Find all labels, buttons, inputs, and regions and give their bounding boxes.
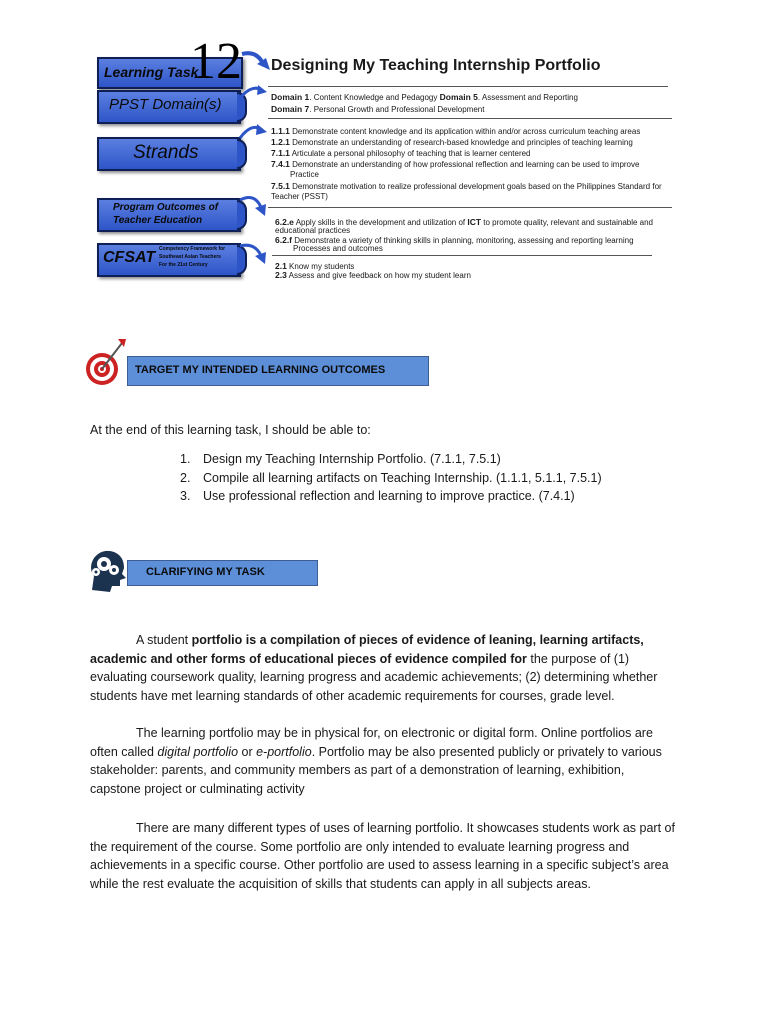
- arrow-icon: [238, 120, 268, 142]
- domain-5-text: . Assessment and Reporting: [477, 93, 578, 102]
- target-heading-bar: [127, 356, 429, 386]
- strands-label: Strands: [133, 142, 199, 163]
- target-icon: [84, 337, 128, 387]
- domain-7-text: . Personal Growth and Professional Development: [309, 105, 485, 114]
- strand-item: Practice: [290, 170, 319, 179]
- paragraph-1: A student portfolio is a compilation of pieces of evidence of leaning, learning artifacts, academic and other forms of educational pieces of evidence compiled for the purpose of (1) evaluating coursework quality, learning progress and academic achievements; (2) determining whether students have met learning standards of other academic requirements for courses, grade level.: [90, 633, 658, 703]
- learning-task-label: Learning Task: [104, 64, 199, 80]
- cfsat-desc-1: Competency Framework for: [159, 246, 226, 252]
- target-heading: TARGET MY INTENDED LEARNING OUTCOMES: [135, 364, 386, 376]
- list-item: 1. Design my Teaching Internship Portfolio. (7.1.1, 7.5.1): [180, 452, 501, 466]
- strands-box: [97, 137, 241, 171]
- cfsat-item: 2.3 Assess and give feedback on how my student learn: [275, 270, 471, 280]
- program-outcome-item: educational practices: [275, 226, 351, 235]
- program-outcome-item: Processes and outcomes: [293, 244, 383, 253]
- program-outcome-item: 6.2.e Apply skills in the development and utilization of ICT to promote quality, relevant and sustainable and: [275, 217, 654, 227]
- strand-item: 7.5.1 Demonstrate motivation to realize professional development goals based on the Philippines Standard for: [271, 181, 662, 191]
- list-item: 2. Compile all learning artifacts on Teaching Internship. (1.1.1, 5.1.1, 7.5.1): [180, 470, 602, 485]
- paragraph-3: There are many different types of uses of learning portfolio. It showcases students work as part of the requirement of the course. Some portfolio are only intended to evaluate learning progress and achievements in a specific course. Other portfolio are used to assess learning in a specific subject’s area while the rest evaluate the acquisition of skills that students can apply in all subjects areas.: [90, 821, 675, 891]
- arrow-icon: [238, 240, 268, 266]
- paragraph-2: The learning portfolio may be in physical for, on electronic or digital form. Online portfolios are often called digital portfolio or e-portfolio. Portfolio may be also presented publicly or privately to various stakeholder: parents, and community members as part of a demonstration of learning, exhibition, capstone project or culminating activity: [90, 726, 662, 796]
- divider: [272, 255, 652, 256]
- cfsat-box: [97, 243, 241, 277]
- arrow-icon: [240, 48, 272, 76]
- arrow-icon: [238, 190, 268, 218]
- clarify-heading: CLARIFYING MY TASK: [146, 566, 265, 578]
- divider: [268, 86, 668, 87]
- domain-7-code: Domain 7: [271, 104, 310, 114]
- clarify-heading-bar: [127, 560, 318, 586]
- ppst-domains-box: [97, 90, 241, 124]
- program-outcomes-label: Program Outcomes of Teacher Education: [113, 202, 219, 226]
- domains-line-1: [271, 92, 578, 103]
- strands-tail: [237, 139, 247, 169]
- cfsat-label: CFSAT: [103, 249, 156, 266]
- domain-1-code: Domain 1: [271, 92, 310, 102]
- strand-item: 7.4.1 Demonstrate an understanding of how professional reflection and learning can be used to improve: [271, 159, 640, 169]
- list-item: 3. Use professional reflection and learning to improve practice. (7.4.1): [180, 489, 575, 503]
- program-outcome-item: 6.2.f Demonstrate a variety of thinking skills in planning, monitoring, assessing and reporting learning: [275, 235, 634, 245]
- ppst-domains-label: PPST Domain(s): [109, 96, 222, 113]
- domain-5-code: Domain 5: [439, 92, 478, 102]
- domains-line-2: [271, 104, 484, 115]
- strand-item: 1.1.1 Demonstrate content knowledge and its application within and/or across curriculum teaching areas: [271, 126, 641, 136]
- strand-item: 7.1.1 Articulate a personal philosophy of teaching that is learner centered: [271, 148, 531, 158]
- head-gears-icon: [84, 546, 128, 594]
- cfsat-desc-2: Southeast Asian Teachers: [159, 254, 221, 260]
- page-title: Designing My Teaching Internship Portfolio: [271, 57, 601, 74]
- cfsat-desc-3: For the 21st Century: [159, 262, 208, 268]
- task-number: 12: [190, 33, 242, 90]
- divider: [268, 207, 672, 208]
- target-intro: At the end of this learning task, I should be able to:: [90, 423, 371, 437]
- cfsat-item: 2.1 Know my students: [275, 261, 355, 271]
- program-outcomes-box: [97, 198, 241, 232]
- outcome-list: [180, 450, 602, 506]
- domain-1-text: . Content Knowledge and Pedagogy: [309, 93, 438, 102]
- strand-item: Teacher (PSST): [271, 192, 328, 201]
- strand-item: 1.2.1 Demonstrate an understanding of research-based knowledge and principles of teaching learning: [271, 137, 633, 147]
- divider: [268, 118, 672, 119]
- arrow-icon: [238, 82, 268, 102]
